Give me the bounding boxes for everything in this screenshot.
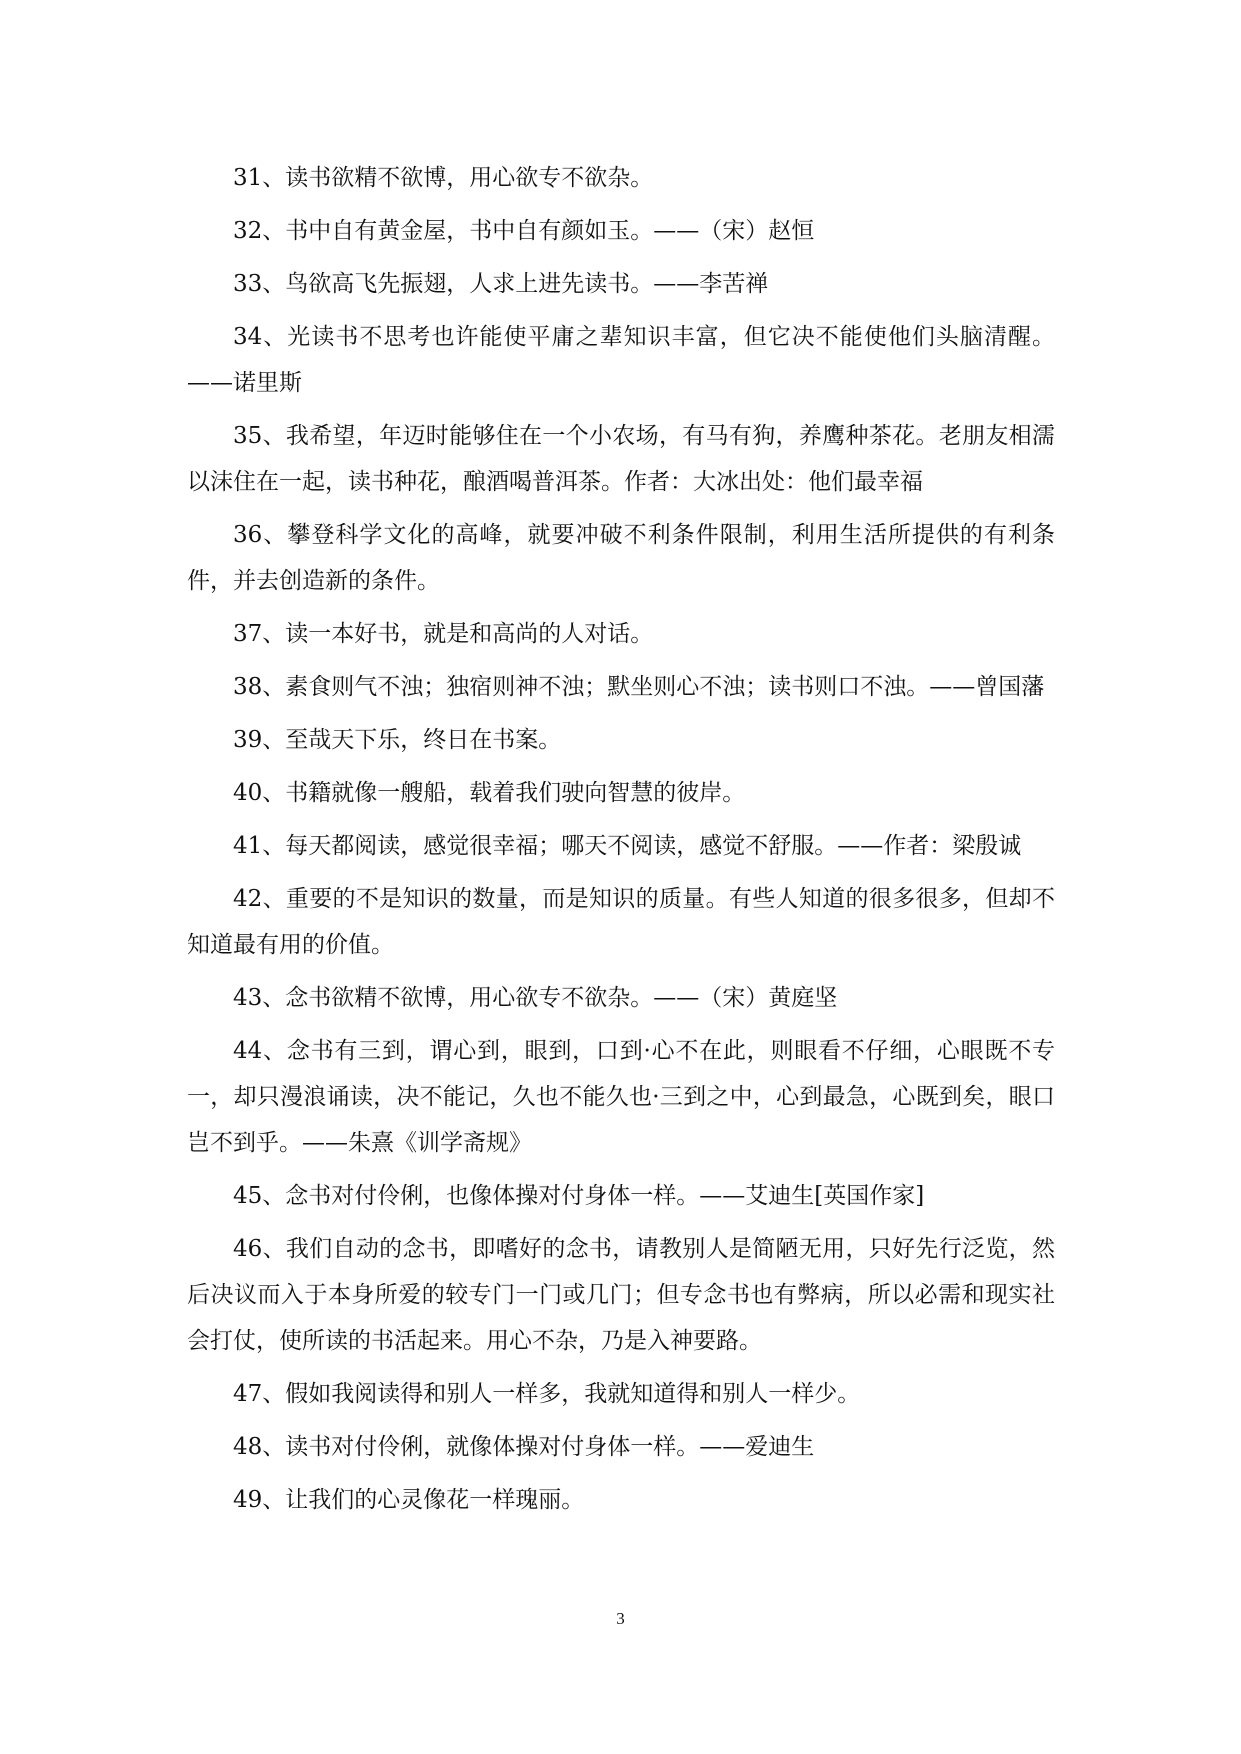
quote-42: 42、重要的不是知识的数量，而是知识的质量。有些人知道的很多很多，但却不知道最有用的价值。 — [187, 886, 1055, 958]
quote-39: 39、至哉天下乐，终日在书案。 — [233, 727, 562, 753]
quote-34: 34、光读书不思考也许能使平庸之辈知识丰富，但它决不能使他们头脑清醒。——诺里斯 — [187, 324, 1055, 396]
quote-38: 38、素食则气不浊；独宿则神不浊；默坐则心不浊；读书则口不浊。——曾国藩 — [233, 674, 1045, 700]
quote-40: 40、书籍就像一艘船，载着我们驶向智慧的彼岸。 — [233, 780, 746, 806]
quote-46: 46、我们自动的念书，即嗜好的念书，请教别人是简陋无用，只好先行泛览，然后决议而入于本身所爱的较专门一门或几门；但专念书也有弊病，所以必需和现实社会打仗，使所读的书活起来。用心不杂，乃是入神要路。 — [187, 1236, 1055, 1354]
quote-44: 44、念书有三到，谓心到，眼到，口到·心不在此，则眼看不仔细，心眼既不专一，却只漫浪诵读，决不能记，久也不能久也·三到之中，心到最急，心既到矣，眼口岂不到乎。——朱熹《训学斋规》 — [187, 1038, 1055, 1156]
quote-48: 48、读书对付伶俐，就像体操对付身体一样。——爱迪生 — [233, 1434, 815, 1460]
quote-41: 41、每天都阅读，感觉很幸福；哪天不阅读，感觉不舒服。——作者：梁殷诚 — [233, 833, 1022, 859]
quote-32: 32、书中自有黄金屋，书中自有颜如玉。——（宋）赵恒 — [233, 218, 815, 244]
quote-list — [187, 155, 1055, 1530]
quote-47: 47、假如我阅读得和别人一样多，我就知道得和别人一样少。 — [233, 1381, 861, 1407]
quote-49: 49、让我们的心灵像花一样瑰丽。 — [233, 1487, 585, 1513]
quote-31: 31、读书欲精不欲博，用心欲专不欲杂。 — [233, 165, 654, 191]
quote-43: 43、念书欲精不欲博，用心欲专不欲杂。——（宋）黄庭坚 — [233, 985, 838, 1011]
quote-37: 37、读一本好书，就是和高尚的人对话。 — [233, 621, 654, 647]
quote-45: 45、念书对付伶俐，也像体操对付身体一样。——艾迪生[英国作家] — [233, 1183, 925, 1209]
quote-35: 35、我希望，年迈时能够住在一个小农场，有马有狗，养鹰种茶花。老朋友相濡以沫住在一起，读书种花，酿酒喝普洱茶。作者：大冰出处：他们最幸福 — [187, 423, 1055, 495]
quote-33: 33、鸟欲高飞先振翅，人求上进先读书。——李苦禅 — [233, 271, 769, 297]
page-number: 3 — [616, 1609, 625, 1628]
quote-36: 36、攀登科学文化的高峰，就要冲破不利条件限制，利用生活所提供的有利条件，并去创造新的条件。 — [187, 522, 1055, 594]
